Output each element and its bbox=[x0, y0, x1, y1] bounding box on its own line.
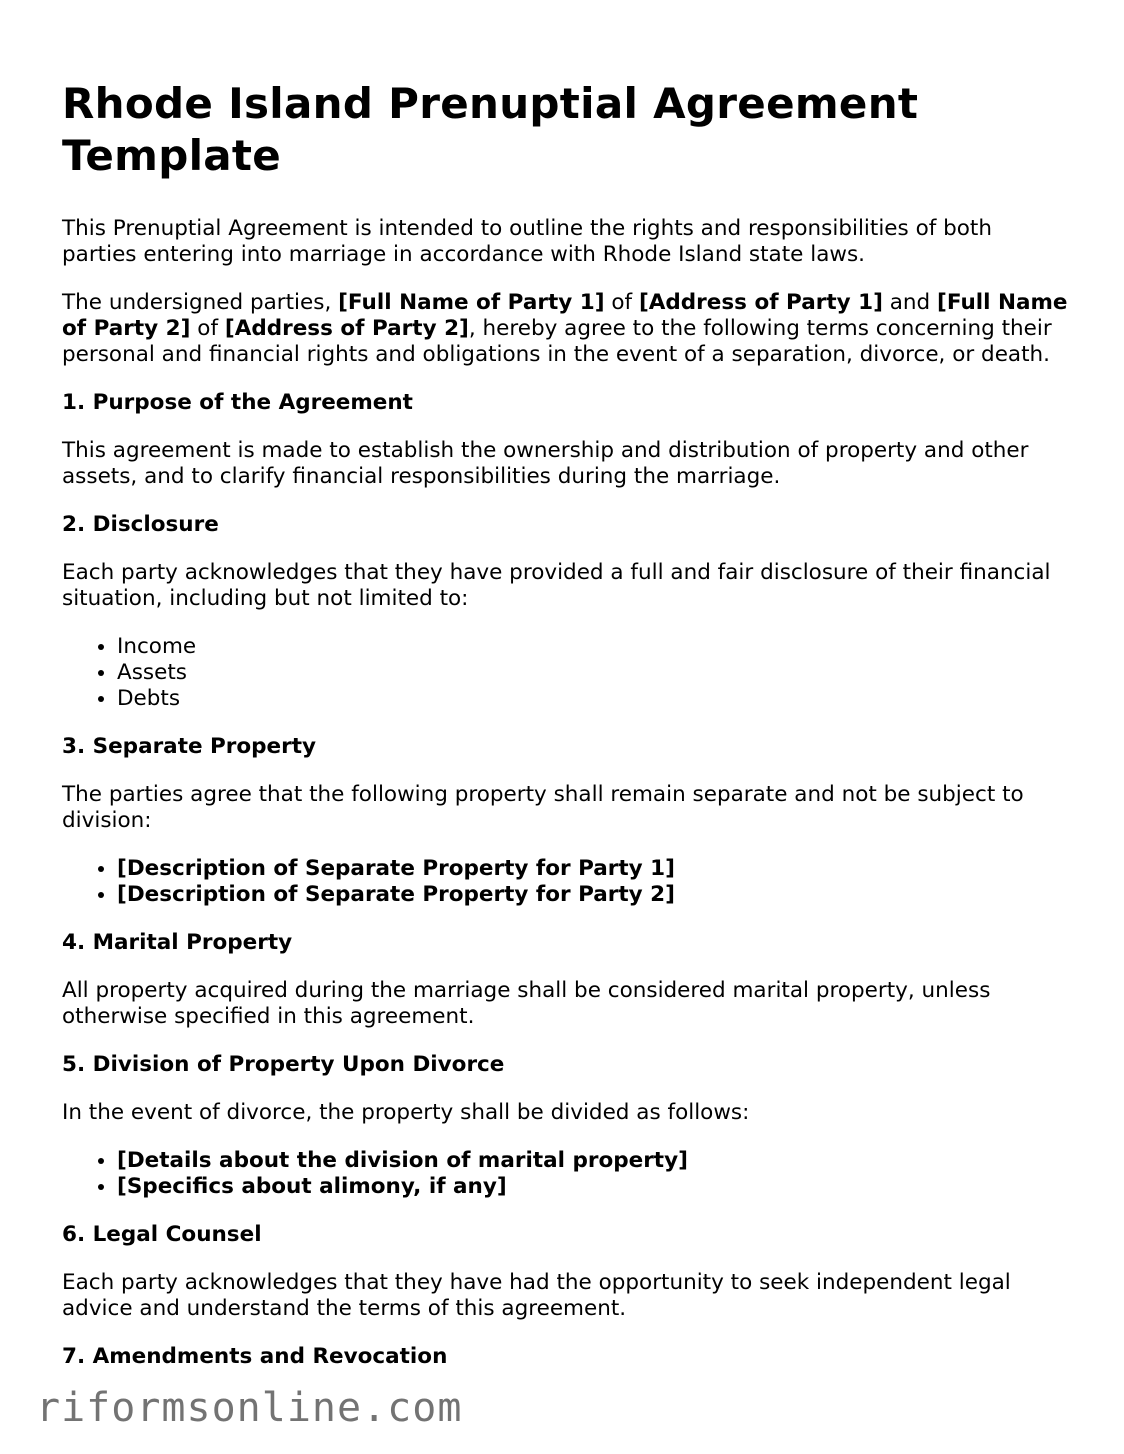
section-heading: 3. Separate Property bbox=[62, 734, 317, 759]
section-heading: 1. Purpose of the Agreement bbox=[62, 390, 413, 415]
party2-name-placeholder: [Full Name of Party 2] bbox=[62, 290, 1068, 341]
section-body: Each party acknowledges that they have provided a full and fair disclosure of their financial situation, including but not limited to: bbox=[62, 560, 1051, 611]
intro-paragraph: This Prenuptial Agreement is intended to outline the rights and responsibilities of both parties entering into marriage in accordance with Rhode Island state laws. bbox=[62, 216, 992, 267]
site-watermark: riformsonline.com bbox=[36, 1385, 463, 1431]
list-item-text: [Description of Separate Property for Party 2] bbox=[117, 882, 675, 907]
section-body: All property acquired during the marriage shall be considered marital property, unless otherwise specified in this agreement. bbox=[62, 978, 991, 1029]
parties-text: of bbox=[604, 290, 639, 315]
list-item bbox=[117, 856, 1072, 882]
list-item bbox=[117, 1148, 1072, 1174]
parties-text: and bbox=[882, 290, 938, 315]
section-body: Each party acknowledges that they have had the opportunity to seek independent legal advice and understand the terms of this agreement. bbox=[62, 1270, 1011, 1321]
document-page bbox=[62, 78, 1072, 1392]
party1-address-placeholder: [Address of Party 1] bbox=[638, 290, 883, 315]
section-heading: 4. Marital Property bbox=[62, 930, 293, 955]
list-item-text: [Description of Separate Property for Party 1] bbox=[117, 856, 675, 881]
list-item bbox=[117, 1174, 1072, 1200]
division-list bbox=[62, 1148, 1072, 1200]
section-heading: 6. Legal Counsel bbox=[62, 1222, 262, 1247]
list-item bbox=[117, 882, 1072, 908]
parties-text: The undersigned parties, bbox=[62, 290, 339, 315]
separate-property-list bbox=[62, 856, 1072, 908]
party1-name-placeholder: [Full Name of Party 1] bbox=[338, 290, 605, 315]
section-heading: 5. Division of Property Upon Divorce bbox=[62, 1052, 505, 1077]
disclosure-list bbox=[62, 634, 1072, 712]
section-body: In the event of divorce, the property shall be divided as follows: bbox=[62, 1100, 750, 1125]
section-body: This agreement is made to establish the ownership and distribution of property and other assets, and to clarify financial responsibilities during the marriage. bbox=[62, 438, 1029, 489]
section-heading: 2. Disclosure bbox=[62, 512, 219, 537]
parties-text: of bbox=[190, 316, 225, 341]
list-item: • Debts bbox=[117, 686, 1072, 712]
document-title: Rhode Island Prenuptial Agreement Template bbox=[62, 79, 919, 180]
list-item-text: [Specifics about alimony, if any] bbox=[117, 1174, 507, 1199]
section-body: The parties agree that the following property shall remain separate and not be subject to division: bbox=[62, 782, 1024, 833]
parties-text: , hereby agree to the following terms concerning their personal and financial rights and obligations in the event of a separation, divorce, or death. bbox=[62, 316, 1052, 367]
parties-paragraph bbox=[62, 290, 1072, 368]
list-item-text: [Details about the division of marital property] bbox=[117, 1148, 688, 1173]
party2-address-placeholder: [Address of Party 2] bbox=[224, 316, 469, 341]
list-item: • Assets bbox=[117, 660, 1072, 686]
section-heading: 7. Amendments and Revocation bbox=[62, 1344, 448, 1369]
list-item: • Income bbox=[117, 634, 1072, 660]
